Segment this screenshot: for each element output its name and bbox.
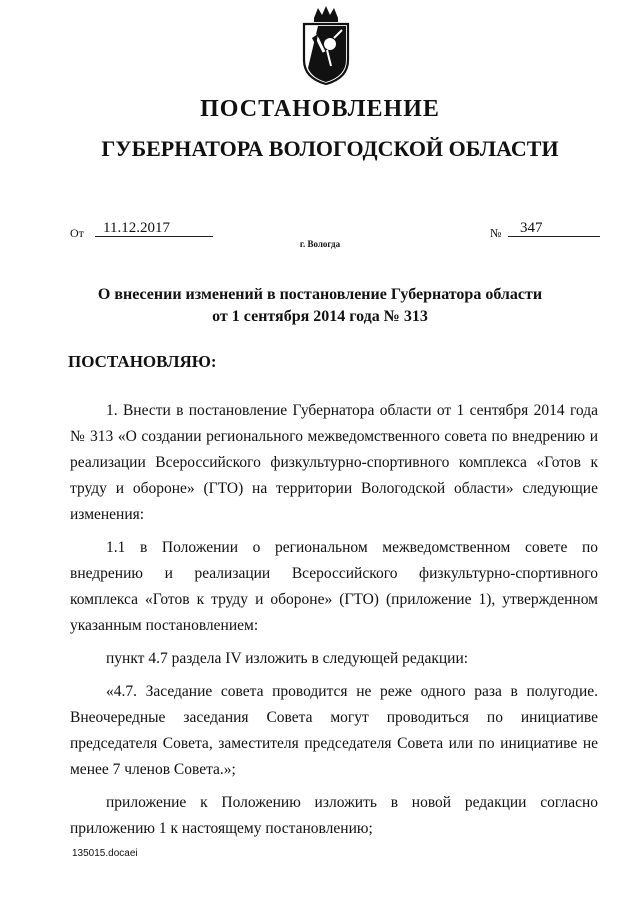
date-value: 11.12.2017 bbox=[95, 220, 213, 237]
document-body bbox=[70, 398, 598, 849]
paragraph: пункт 4.7 раздела IV изложить в следующей редакции: bbox=[106, 650, 469, 667]
number-label: № bbox=[490, 226, 502, 240]
paragraph: «4.7. Заседание совета проводится не реже одного раза в полугодие. Внеочередные заседания Совета могут проводиться по инициативе председателя Совета, заместителя председателя Совета или по инициативе не менее 7 членов Совета.»; bbox=[70, 683, 598, 778]
document-subject bbox=[0, 284, 640, 328]
coat-of-arms-icon bbox=[298, 4, 354, 86]
subject-line: от 1 сентября 2014 года № 313 bbox=[212, 308, 428, 325]
document-title: ПОСТАНОВЛЕНИЕ bbox=[200, 96, 440, 122]
number-value: 347 bbox=[508, 220, 600, 237]
decree-heading: ПОСТАНОВЛЯЮ: bbox=[68, 352, 217, 371]
document-issuer: ГУБЕРНАТОРА ВОЛОГОДСКОЙ ОБЛАСТИ bbox=[101, 136, 559, 161]
paragraph: 1.1 в Положении о региональном межведомственном совете по внедрению и реализации Всероссийского физкультурно-спортивного комплекса «Готов к труду и обороне» (ГТО) (приложение 1), утвержденном указанным постановлением: bbox=[70, 539, 598, 634]
file-code: 135015.docaei bbox=[72, 848, 138, 859]
date-label: От bbox=[70, 226, 84, 240]
subject-line: О внесении изменений в постановление Губернатора области bbox=[97, 286, 543, 303]
paragraph: приложение к Положению изложить в новой редакции согласно приложению 1 к настоящему постановлению; bbox=[70, 794, 598, 837]
city-label: г. Вологда bbox=[299, 239, 341, 249]
paragraph: 1. Внести в постановление Губернатора области от 1 сентября 2014 года № 313 «О создании регионального межведомственного совета по внедрению и реализации Всероссийского физкультурно-спортивного комплекса «Готов к труду и обороне» (ГТО) на территории Вологодской области» следующие изменения: bbox=[70, 402, 598, 523]
